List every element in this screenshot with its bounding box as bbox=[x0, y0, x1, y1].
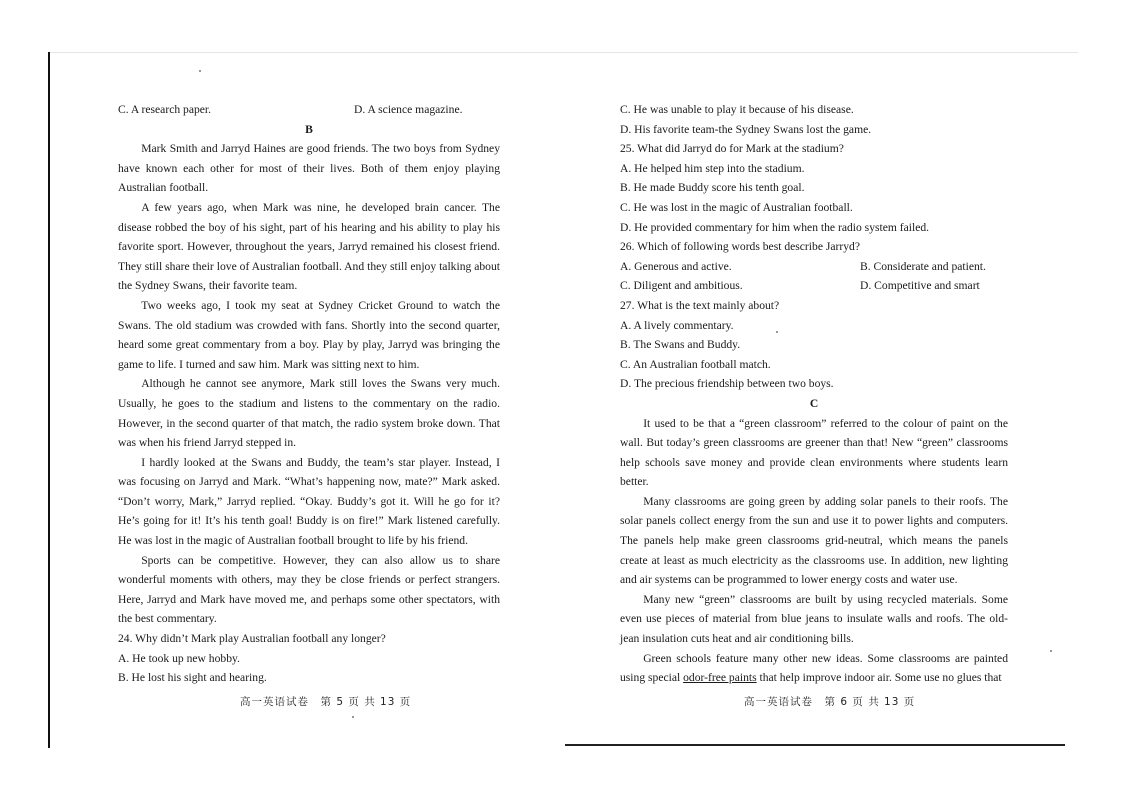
question-25: 25. What did Jarryd do for Mark at the stadium? bbox=[620, 142, 844, 156]
question-24-option-b: B. He lost his sight and hearing. bbox=[118, 671, 267, 685]
passage-b-paragraph: Two weeks ago, I took my seat at Sydney Cricket Ground to watch the Swans. The old stadium was crowded with fans. Shortly into the second quarter, heard some great commentary from a boy. Play by play, Jarryd was bringing the game to life. I turned and saw him. Mark was sitting next to him. bbox=[118, 298, 500, 371]
passage-c-paragraph: It used to be that a “green classroom” referred to the colour of paint on the wall. But today’s green classrooms are greener than that! New “green” classrooms help schools save money and provide clean environments where students learn better. bbox=[620, 416, 1008, 489]
left-page-column bbox=[118, 100, 500, 688]
question-26: 26. Which of following words best describe Jarryd? bbox=[620, 240, 860, 254]
section-heading-c: C bbox=[809, 396, 819, 410]
question-24-option-a: A. He took up new hobby. bbox=[118, 651, 240, 665]
underlined-phrase: odor-free paints bbox=[683, 671, 757, 685]
question-27-option-b: B. The Swans and Buddy. bbox=[620, 338, 741, 352]
question-25-option-a: A. He helped him step into the stadium. bbox=[620, 161, 805, 175]
last-paragraph-end: that help improve indoor air. Some use no glues that bbox=[756, 671, 1002, 685]
passage-c-paragraph: Many new “green” classrooms are built by using recycled materials. Some even use pieces of material from blue jeans to insulate walls and roofs. The old-jean insulation cuts heat and air conditioning bills. bbox=[620, 592, 1008, 646]
page-top-edge bbox=[48, 52, 1078, 53]
scan-bottom-rule bbox=[565, 744, 1065, 746]
question-26-option-d: D. Competitive and smart bbox=[860, 279, 980, 293]
question-27-option-a: A. A lively commentary. bbox=[620, 318, 734, 332]
question-26-option-a: A. Generous and active. bbox=[620, 259, 732, 273]
option-d: D. A science magazine. bbox=[354, 103, 463, 116]
right-page-column bbox=[620, 100, 1008, 688]
passage-b-paragraph: Sports can be competitive. However, they can also allow us to share wonderful moments with others, may they be close friends or perfect strangers. Here, Jarryd and Mark have moved me, and perhaps some other spectators, with the best commentary. bbox=[118, 553, 500, 626]
question-24-option-d: D. His favorite team-the Sydney Swans lost the game. bbox=[620, 122, 872, 136]
question-27-option-d: D. The precious friendship between two boys. bbox=[620, 377, 834, 391]
scan-speck bbox=[199, 70, 201, 72]
question-24-option-c: C. He was unable to play it because of his disease. bbox=[620, 103, 854, 116]
q26-options-row-2 bbox=[620, 276, 1008, 296]
page-footer-right: 高一英语试卷 第 6 页 共 13 页 bbox=[744, 696, 916, 708]
question-25-option-c: C. He was lost in the magic of Australian football. bbox=[620, 200, 853, 214]
last-paragraph-start: Green schools feature many other new ideas. Some classrooms are painted using special bbox=[620, 651, 1008, 685]
q23-options-row bbox=[118, 100, 500, 120]
question-26-option-c: C. Diligent and ambitious. bbox=[620, 279, 743, 293]
page-footer-left: 高一英语试卷 第 5 页 共 13 页 bbox=[240, 696, 412, 708]
scan-speck bbox=[352, 716, 354, 718]
q26-options-row-1 bbox=[620, 257, 1008, 277]
question-25-option-b: B. He made Buddy score his tenth goal. bbox=[620, 181, 805, 195]
scan-speck bbox=[1050, 650, 1052, 652]
question-24: 24. Why didn’t Mark play Australian football any longer? bbox=[118, 632, 386, 646]
question-25-option-d: D. He provided commentary for him when the radio system failed. bbox=[620, 220, 930, 234]
passage-b-paragraph: A few years ago, when Mark was nine, he developed brain cancer. The disease robbed the boy of his sight, part of his hearing and his ability to play his favorite sport. However, throughout the years, Jarryd remained his closest friend. They still share their love of Australian football. And they still enjoy talking about the Sydney Swans, their favorite team. bbox=[118, 200, 500, 293]
question-27: 27. What is the text mainly about? bbox=[620, 298, 780, 312]
scan-left-border bbox=[48, 52, 50, 748]
passage-b-paragraph: Although he cannot see anymore, Mark still loves the Swans very much. Usually, he goes to the stadium and listens to the commentary on the radio. However, in the second quarter of that match, the radio system broke down. That was when his friend Jarryd stepped in. bbox=[118, 377, 500, 450]
option-c: C. A research paper. bbox=[118, 103, 212, 116]
passage-b-paragraph: Mark Smith and Jarryd Haines are good friends. The two boys from Sydney have known each other for most of their lives. Both of them enjoy playing Australian football. bbox=[118, 142, 500, 195]
passage-c-paragraph: Many classrooms are going green by adding solar panels to their roofs. The solar panels collect energy from the sun and use it to power lights and computers. The panels help make green classrooms grid-neutral, which means the panels create at least as much electricity as the classrooms use. In addition, new lighting and air systems can be programmed to lower energy costs and water use. bbox=[620, 494, 1008, 587]
section-heading-b: B bbox=[305, 122, 313, 136]
question-27-option-c: C. An Australian football match. bbox=[620, 357, 771, 371]
question-26-option-b: B. Considerate and patient. bbox=[860, 259, 986, 273]
passage-b-paragraph: I hardly looked at the Swans and Buddy, the team’s star player. Instead, I was focusing on Jarryd and Mark. “What’s happening now, mate?” Mark asked. “Don’t worry, Mark,” Jarryd replied. “Okay. Buddy’s got it. Will he go for it? He’s going for it! It’s his tenth goal! Buddy is on fire!” Mark listened carefully. He was lost in the magic of Australian football brought to life by his friend. bbox=[118, 455, 500, 548]
passage-c-paragraph-last bbox=[620, 649, 1008, 688]
